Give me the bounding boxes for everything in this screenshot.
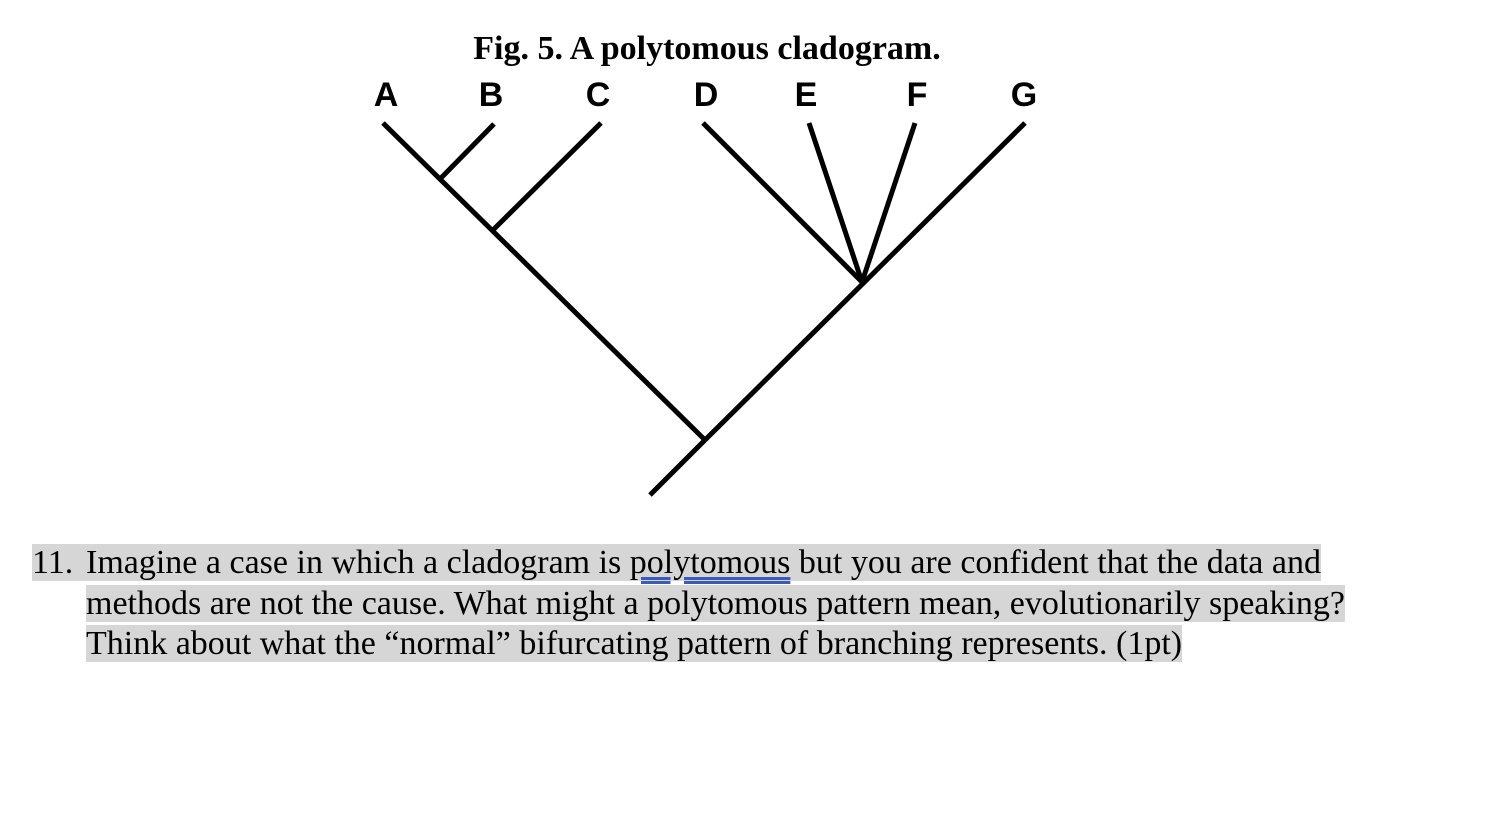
taxon-label-a: A	[373, 76, 399, 114]
taxon-label-d: D	[693, 76, 719, 114]
question-11	[32, 543, 1432, 665]
question-line-3-text: Think about what the “normal” bifurcating pattern of branching represents. (1pt)	[86, 625, 1183, 662]
branch-d	[703, 123, 862, 282]
branch-b	[441, 124, 494, 178]
question-line-2	[32, 584, 1432, 625]
question-line-1-end: but you are confident that the data and	[790, 544, 1321, 581]
taxon-label-c: C	[585, 76, 611, 114]
question-line-3	[32, 624, 1432, 665]
taxon-label-g: G	[1010, 76, 1038, 114]
spellcheck-word[interactable]: polytomous	[629, 544, 791, 581]
taxon-label-b: B	[478, 76, 504, 114]
question-line-1	[32, 543, 1432, 584]
question-number: 11.	[32, 544, 74, 581]
question-line-2-text: methods are not the cause. What might a polytomous pattern mean, evolutionarily speaking?	[86, 584, 1345, 622]
branch-c	[493, 123, 601, 230]
branch-root	[650, 440, 705, 495]
figure-title: Fig. 5. A polytomous cladogram.	[473, 30, 941, 67]
taxon-label-f: F	[906, 76, 928, 114]
taxon-label-e: E	[794, 76, 818, 114]
branch-a	[383, 123, 705, 440]
question-line-1-start: Imagine a case in which a cladogram is	[86, 544, 630, 581]
